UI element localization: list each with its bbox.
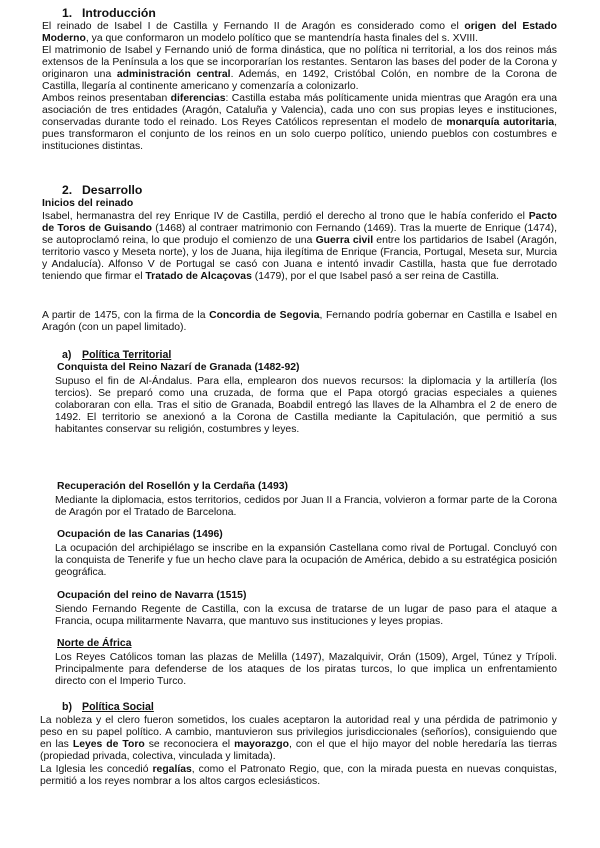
topic-heading-navarra: Ocupación del reino de Navarra (1515) [57,590,247,601]
paragraph: La ocupación del archipiélago se inscribe en la expansión Castellana como rival de Portugal. Concluyó con la conquista de Tenerife y fue un hecho clave para la ocupación de América, debido a su estratégica posición geográfica. [55,543,557,578]
bold-text: Leyes de Toro [72,738,145,750]
paragraph [42,93,557,153]
section-title: Introducción [82,6,156,20]
text: : Castilla estaba más políticamente unida mientras que Aragón era una asociación de tres entidades (Aragón, Cataluña y Valencia), cada uno con sus propias leyes e instituciones, conservadas durante todo el reinado. Los Reyes Católicos representan el modelo de [42,93,557,128]
subsection-title: Política Territorial [82,349,172,361]
text: (1479), por el que Isabel pasó a ser reina de Castilla. [251,270,500,282]
topic-heading-granada: Conquista del Reino Nazarí de Granada (1482-92) [57,362,300,373]
text: entre los partidarios de Isabel (Aragón, territorio vasco y Meseta norte), y los de Juana, hija ilegítima de Enrique (Francia, Portugal, Meseta sur, Murcia y Andalucía). Alfonso V de Portugal se casó con Juana e intentó invadir Castilla, hasta que fue derrotado teniendo que firmar el [42,234,557,282]
text: Isabel, hermanastra del rey Enrique IV de Castilla, perdió el derecho al trono que le había conferido el [42,211,529,222]
text: , pues transformaron el conjunto de los reinos en un solo cuerpo político, uniendo pueblos con costumbres e instituciones distintas. [42,116,557,152]
paragraph: Los Reyes Católicos toman las plazas de Melilla (1497), Mazalquivir, Orán (1509), Argel, Túnez y Trípoli. Principalmente para defenderse de los ataques de los piratas turcos, lo que implica un enfrentamiento directo con el Imperio Turco. [55,652,557,687]
text: , ya que conformaron un modelo político que se mantendría hasta finales del s. XVIII. [85,32,479,44]
bold-text: regalías [152,764,192,775]
subheading-inicios: Inicios del reinado [42,198,134,209]
text: El reinado de Isabel I de Castilla y Fernando II de Aragón es considerado como el [42,21,465,32]
paragraph [42,21,557,45]
section-number: 1. [62,6,73,20]
subsection-heading-politica-social [62,701,154,713]
subsection-letter: b) [62,701,72,713]
paragraph: Siendo Fernando Regente de Castilla, con la excusa de tratarse de un lugar de paso para el ataque a Francia, ocupa militarmente Navarra, que mantuvo sus instituciones y leyes propias. [55,604,557,627]
text: , con el que el hijo mayor del noble heredaría las tierras (propiedad privada, colectiva, vinculada y limitada). [40,738,557,762]
paragraph [42,45,557,93]
bold-text: Guerra civil [315,234,374,246]
bold-text: administración central [116,68,231,80]
bold-text: mayorazgo [234,738,289,750]
text: , como el Patronato Regio, que, con la mirada puesta en nuevas conquistas, permitió a los reyes nombrar a los altos cargos eclesiásticos. [40,764,557,787]
text: Ambos reinos presentaban [42,93,171,104]
text: A partir de 1475, con la firma de la [42,310,210,321]
text: La Iglesia les concedió [40,764,153,775]
bold-text: origen del Estado Moderno [42,21,557,44]
topic-heading-norte-africa: Norte de África [57,638,132,649]
bold-text: Tratado de Alcaçovas [145,270,252,282]
text: El matrimonio de Isabel y Fernando unió de forma dinástica, que no política ni territorial, a los dos reinos más extensos de la Península a los que se incorporarían los restantes. Sentaron las bases del poder de la Corona y originaron una [42,45,557,80]
subsection-letter: a) [62,349,72,361]
text: , Fernando podría gobernar en Castilla e Isabel en Aragón (con un papel limitado). [42,310,557,333]
subsection-heading-politica-territorial [62,349,171,361]
text: se reconociera el [144,738,235,750]
paragraph [42,211,557,282]
section-title: Desarrollo [82,183,143,197]
topic-heading-canarias: Ocupación de las Canarias (1496) [57,529,223,540]
bold-text: Pacto de Toros de Guisando [42,211,557,234]
text: La nobleza y el clero fueron sometidos, los cuales aceptaron la autoridad real y una pérdida de patrimonio y peso en su papel político. A cambio, mantuvieron sus privilegios jurisdiccionales (señoríos), consiguiendo que en las [40,715,557,750]
subsection-title: Política Social [82,701,154,713]
paragraph: Mediante la diplomacia, estos territorios, cedidos por Juan II a Francia, volvieron a formar parte de la Corona de Aragón por el Tratado de Barcelona. [55,495,557,518]
topic-heading-rosellon: Recuperación del Rosellón y la Cerdaña (1493) [57,481,288,492]
paragraph [40,764,557,788]
section-number: 2. [62,183,73,197]
paragraph [42,310,557,334]
bold-text: monarquía autoritaria [446,116,555,128]
paragraph [40,715,557,763]
section-heading-desarrollo [62,183,142,197]
bold-text: Concordia de Segovia [209,310,320,321]
text: . Además, en 1492, Cristóbal Colón, en nombre de la Corona de Castilla, llegaría al continente americano y comenzaría a colonizarlo. [42,68,557,92]
text: (1468) al contraer matrimonio con Fernando (1469). Tras la muerte de Enrique (1474), se autoproclamó reina, lo que produjo el comienzo de una [42,222,557,246]
paragraph: Supuso el fin de Al-Ándalus. Para ella, emplearon dos nuevos recursos: la diplomacia y la artillería (los tercios). Se preparó como una cruzada, de forma que el Papa otorgó gracias especiales a quienes colaboraran con ella. Tras el sitio de Granada, Boabdil entregó las llaves de la Alhambra el 2 de enero de 1492. El territorio se anexionó a la Corona de Castilla mediante la Capitulación, que permitió a sus habitantes conservar su religión, costumbres y leyes. [55,376,557,435]
section-heading-introduccion [62,6,156,20]
bold-text: diferencias [170,93,226,104]
